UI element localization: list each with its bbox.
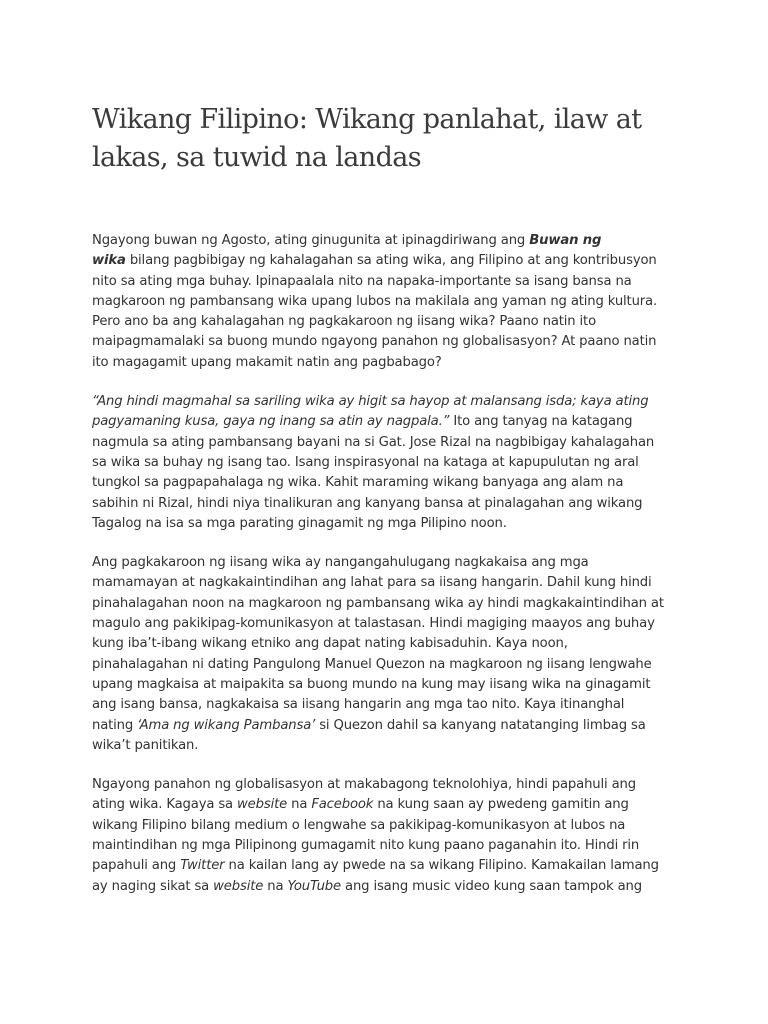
text-run: Tagalog na isa sa mga parating ginagamit ng mga Pilipino noon. <box>92 515 507 531</box>
text-run: maipagmamalaki sa buong mundo ngayong panahon ng globalisasyon? At paano natin <box>92 334 657 350</box>
paragraph-rizal-quote <box>92 392 682 534</box>
text-run: maintindihan ng mga Pilipinong gumagamit nito kung paano paganahin ito. Hindi rin <box>92 838 640 854</box>
document-body <box>92 231 682 916</box>
text-run: wika’t panitikan. <box>92 737 199 753</box>
text-run: na <box>287 797 312 813</box>
emphasis-text: Facebook <box>311 797 374 813</box>
text-run: pinahalagahan ni dating Pangulong Manuel Quezon na magkaroon ng iisang lengwahe <box>92 656 652 672</box>
emphasis-text: website <box>213 878 264 894</box>
text-run: ating wika. Kagaya sa <box>92 797 238 813</box>
text-run: kung iba’t-ibang wikang etniko ang dapat nating kabisaduhin. Kaya noon, <box>92 636 568 652</box>
text-run: na kailan lang ay pwede na sa wikang Filipino. Kamakailan lamang <box>224 858 659 874</box>
text-run: sabihin ni Rizal, hindi niya tinalikuran ang kanyang bansa at pinalagahan ang wikang <box>92 495 643 511</box>
text-run: mamamayan at nagkakaintindihan ang lahat para sa iisang hangarin. Dahil kung hindi <box>92 575 652 591</box>
text-run: sa wika sa buhay ng isang tao. Isang inspirasyonal na kataga at kapupulutan ng aral <box>92 454 639 470</box>
emphasis-text: website <box>237 797 288 813</box>
text-run: ay naging sikat sa <box>92 878 214 894</box>
text-run: ang isang bansa, nagkakaisa sa iisang hangarin ang mga tao nito. Kaya itinanghal <box>92 697 625 713</box>
text-run: na kung saan ay pwedeng gamitin ang <box>373 797 629 813</box>
text-run: nagmula sa ating pambansang bayani na si Gat. Jose Rizal na nagbibigay kahalagahan <box>92 434 655 450</box>
text-run: Ang pagkakaroon ng iisang wika ay nangangahulugang nagkakaisa ang mga <box>92 555 589 571</box>
text-run: papahuli ang <box>92 858 181 874</box>
emphasis-text: Twitter <box>180 858 225 874</box>
text-run: Ngayong buwan ng Agosto, ating ginugunita at ipinagdiriwang ang <box>92 233 530 248</box>
emphasis-text: ‘Ama ng wikang Pambansa’ <box>137 717 316 733</box>
text-run: bilang pagbibigay ng kahalagahan sa ating wika, ang Filipino at ang kontribusyon <box>125 253 657 269</box>
paragraph-intro <box>92 231 682 373</box>
title-line-1: Wikang Filipino: Wikang panlahat, ilaw at <box>92 104 642 135</box>
text-run: nating <box>92 717 138 733</box>
text-run: magulo ang pakikipag-komunikasyon at talastasan. Hindi magiging maayos ang buhay <box>92 616 655 632</box>
text-run: ito magagamit upang makamit natin ang pagbabago? <box>92 354 442 370</box>
emphasis-text: YouTube <box>287 878 341 894</box>
text-run: na <box>263 878 288 894</box>
text-run: wikang Filipino bilang medium o lengwahe sa pakikipag-komunikasyon at lubos na <box>92 817 626 833</box>
quote-text: “Ang hindi magmahal sa sariling wika ay higit sa hayop at malansang isda; kaya ating <box>92 394 649 410</box>
document-title <box>92 101 692 177</box>
emphasis-text: wika <box>92 253 126 269</box>
title-line-2: lakas, sa tuwid na landas <box>92 142 422 173</box>
text-run: nito sa ating mga buhay. Ipinapaalala nito na napaka-importante sa isang bansa na <box>92 273 632 289</box>
text-run: magkaroon ng pambansang wika upang lubos na makilala ang yaman ng ating kultura. <box>92 293 658 309</box>
text-run: upang magkaisa at maipakita sa buong mundo na kung may iisang wika na ginagamit <box>92 676 651 692</box>
quote-text: pagyamaning kusa, gaya ng inang sa atin ay nagpala.” <box>92 414 450 430</box>
paragraph-globalization <box>92 775 682 897</box>
emphasis-text: Buwan ng <box>529 233 602 248</box>
text-run: Ito ang tanyag na katagang <box>449 414 633 430</box>
text-run: Ngayong panahon ng globalisasyon at makabagong teknolohiya, hindi papahuli ang <box>92 777 636 793</box>
paragraph-unity <box>92 553 682 756</box>
text-run: ang isang music video kung saan tampok ang <box>341 878 642 894</box>
text-run: tungkol sa pagpapahalaga ng wika. Kahit maraming wikang banyaga ang alam na <box>92 475 624 491</box>
text-run: Pero ano ba ang kahalagahan ng pagkakaroon ng iisang wika? Paano natin ito <box>92 314 596 330</box>
text-run: si Quezon dahil sa kanyang natatanging limbag sa <box>315 717 646 733</box>
text-run: pinahalagahan noon na magkaroon ng pambansang wika ay hindi magkakaintindihan at <box>92 595 664 611</box>
